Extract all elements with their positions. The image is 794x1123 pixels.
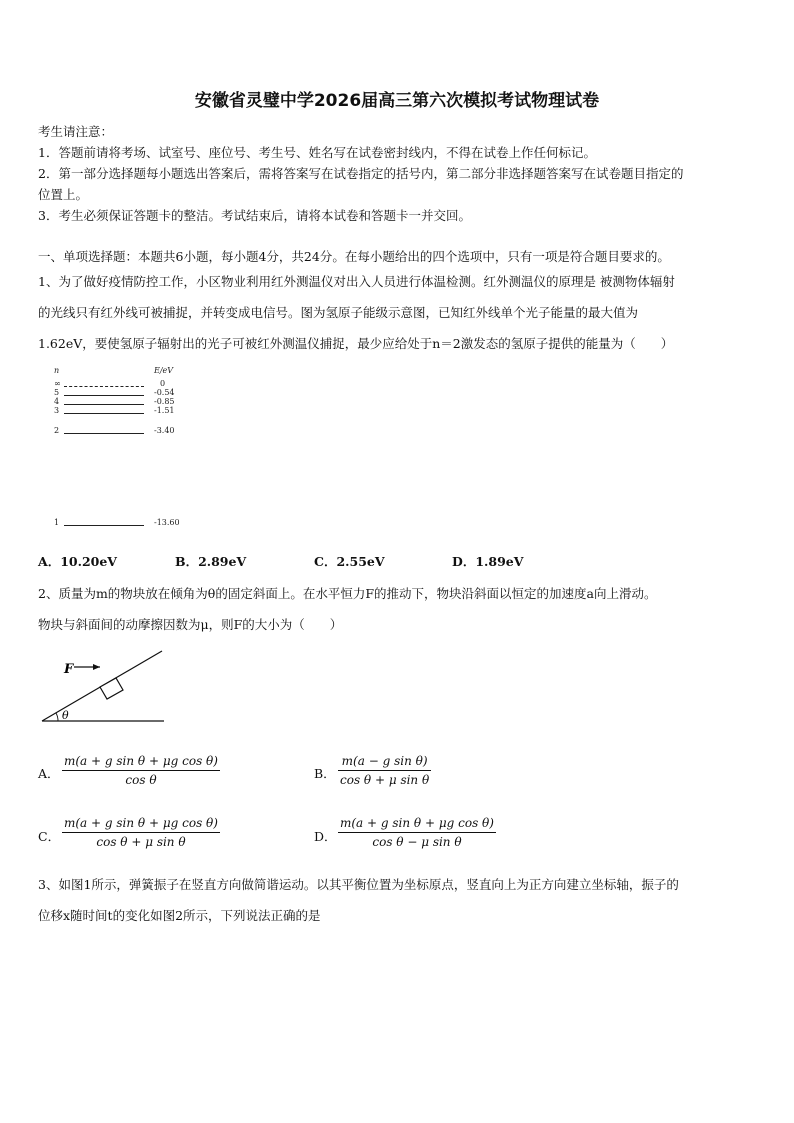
level-n-5: 5 [54, 388, 60, 397]
force-label: F [64, 662, 74, 677]
q2-option-a-formula [62, 754, 220, 787]
level-n-4: 4 [54, 397, 60, 406]
level-n-2: 2 [54, 426, 60, 435]
q2-option-a-numerator: m(a + g sin θ + μg cos θ) [62, 754, 220, 771]
q2-line-2: 物块与斜面间的动摩擦因数为μ，则F的大小为（ ） [38, 617, 343, 632]
angle-arc [56, 713, 58, 721]
q1-option-b[interactable]: B．2.89eV [175, 554, 247, 569]
notice-item-1: 1．答题前请将考场、试室号、座位号、考生号、姓名写在试卷密封线内，不得在试卷上作任何标记。 [38, 145, 596, 160]
level-n-3: 3 [54, 406, 60, 415]
level-n-inf: ∞ [54, 379, 61, 388]
q2-option-b-numerator: m(a − g sin θ) [338, 754, 431, 771]
level-e-4: -0.85 [154, 397, 175, 406]
q2-line-1: 2、质量为m的物块放在倾角为θ的固定斜面上。在水平恒力F的推动下，物块沿斜面以恒定的加速度a向上滑动。 [38, 586, 657, 601]
q2-option-c-label[interactable]: C． [38, 829, 61, 844]
q2-option-d-label[interactable]: D． [314, 829, 337, 844]
q3-line-2: 位移x随时间t的变化如图2所示，下列说法正确的是 [38, 908, 321, 923]
level-line-3 [64, 413, 144, 414]
level-line-1 [64, 525, 144, 526]
notice-item-2-cont: 位置上。 [38, 187, 89, 202]
force-arrowhead [93, 664, 100, 670]
n-header: n [54, 366, 60, 375]
q3-line-1: 3、如图1所示，弹簧振子在竖直方向做简谐运动。以其平衡位置为坐标原点，竖直向上为正方向建立坐标轴，振子的 [38, 877, 679, 892]
level-e-5: -0.54 [154, 388, 175, 397]
q1-option-c[interactable]: C．2.55eV [314, 554, 385, 569]
q1-line-2: 的光线只有红外线可被捕捉，并转变成电信号。图为氢原子能级示意图，已知红外线单个光子能量的最大值为 [38, 305, 639, 320]
q2-option-c-formula [62, 816, 220, 849]
q1-line-3: 1.62eV，要使氢原子辐射出的光子可被红外测温仪捕捉，最少应给处于n＝2激发态的氢原子提供的能量为（ ） [38, 336, 674, 351]
q2-option-b-formula [338, 754, 431, 787]
level-n-1: 1 [54, 518, 60, 527]
q2-option-b-label[interactable]: B． [314, 766, 336, 781]
q1-option-d[interactable]: D．1.89eV [452, 554, 524, 569]
notice-item-2: 2．第一部分选择题每小题选出答案后，需将答案写在试卷指定的括号内，第二部分非选择题答案写在试卷题目指定的 [38, 166, 684, 181]
energy-level-diagram [50, 366, 200, 536]
section-heading: 一、单项选择题：本题共6小题，每小题4分，共24分。在每小题给出的四个选项中，只有一项是符合题目要求的。 [38, 249, 670, 264]
level-line-2 [64, 433, 144, 434]
q2-option-b-denominator: cos θ + μ sin θ [340, 773, 430, 787]
q2-option-a-denominator: cos θ [125, 773, 157, 787]
q2-option-d-numerator: m(a + g sin θ + μg cos θ) [338, 816, 496, 833]
q1-option-a[interactable]: A．10.20eV [38, 554, 117, 569]
q2-option-a-label[interactable]: A． [38, 766, 60, 781]
level-e-2: -3.40 [154, 426, 175, 435]
notice-heading: 考生请注意： [38, 124, 114, 139]
level-e-inf: 0 [160, 379, 166, 388]
level-line-4 [64, 404, 144, 405]
e-header: E/eV [154, 366, 174, 375]
level-line-inf [64, 386, 144, 387]
q2-option-c-denominator: cos θ + μ sin θ [96, 835, 186, 849]
q2-option-d-denominator: cos θ − μ sin θ [372, 835, 462, 849]
q1-line-1: 1、为了做好疫情防控工作，小区物业利用红外测温仪对出入人员进行体温检测。红外测温仪的原理是 被测物体辐射 [38, 274, 675, 289]
level-line-5 [64, 395, 144, 396]
q2-option-c-numerator: m(a + g sin θ + μg cos θ) [62, 816, 220, 833]
notice-item-3: 3．考生必须保证答题卡的整洁。考试结束后，请将本试卷和答题卡一并交回。 [38, 208, 471, 223]
angle-label: θ [62, 709, 69, 722]
q2-option-d-formula [338, 816, 496, 849]
exam-title: 安徽省灵璧中学2026届高三第六次模拟考试物理试卷 [194, 91, 600, 111]
block [100, 678, 123, 699]
incline-figure [38, 645, 170, 727]
level-e-1: -13.60 [154, 518, 180, 527]
level-e-3: -1.51 [154, 406, 175, 415]
